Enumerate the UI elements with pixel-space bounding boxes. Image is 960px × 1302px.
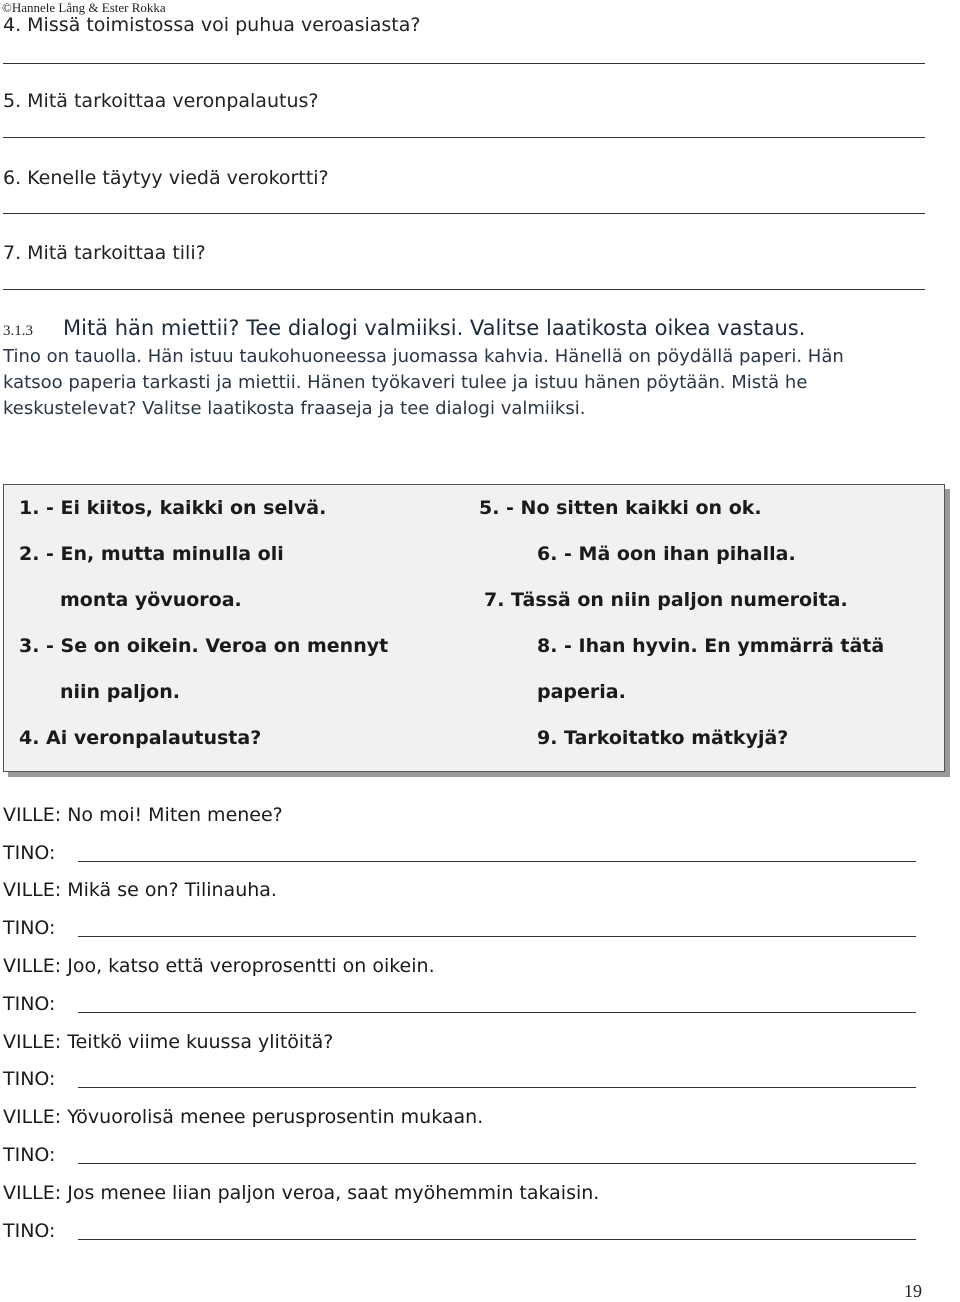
answer-line (3, 137, 925, 138)
option-2-cont: monta yövuoroa. (60, 589, 242, 611)
question-7: 7. Mitä tarkoittaa tili? (3, 242, 206, 264)
question-5: 5. Mitä tarkoittaa veronpalautus? (3, 90, 319, 112)
section-title: Mitä hän miettii? Tee dialogi valmiiksi. Valitse laatikosta oikea vastaus. (63, 316, 806, 340)
answer-line (3, 213, 925, 214)
option-1: 1. - Ei kiitos, kaikki on selvä. (19, 497, 327, 519)
option-8: 8. - Ihan hyvin. En ymmärrä tätä (537, 635, 885, 657)
dialogue-tino-label: TINO: (3, 1220, 56, 1242)
option-7: 7. Tässä on niin paljon numeroita. (484, 589, 848, 611)
intro-paragraph (3, 344, 933, 422)
option-3-cont: niin paljon. (60, 681, 180, 703)
dialogue-tino-label: TINO: (3, 1144, 56, 1166)
copyright-notice: ©Hannele Lång & Ester Rokka (2, 0, 166, 15)
dialogue-ville: VILLE: Joo, katso että veroprosentti on oikein. (3, 955, 435, 977)
dialogue-ville: VILLE: Mikä se on? Tilinauha. (3, 879, 277, 901)
dialogue-ville: VILLE: Teitkö viime kuussa ylitöitä? (3, 1031, 334, 1053)
dialogue-ville: VILLE: Jos menee liian paljon veroa, saat myöhemmin takaisin. (3, 1182, 600, 1204)
option-9: 9. Tarkoitatko mätkyjä? (537, 727, 789, 749)
tino-answer-line (78, 936, 916, 937)
option-5: 5. - No sitten kaikki on ok. (479, 497, 762, 519)
section-heading (3, 316, 805, 340)
intro-line: keskustelevat? Valitse laatikosta fraaseja ja tee dialogi valmiiksi. (3, 398, 586, 419)
question-4: 4. Missä toimistossa voi puhua veroasiasta? (3, 14, 421, 36)
tino-answer-line (78, 1087, 916, 1088)
dialogue-ville: VILLE: No moi! Miten menee? (3, 804, 283, 826)
dialogue-tino-label: TINO: (3, 1068, 56, 1090)
dialogue-tino-label: TINO: (3, 842, 56, 864)
answer-line (3, 289, 925, 290)
option-6: 6. - Mä oon ihan pihalla. (537, 543, 796, 565)
answer-line (3, 63, 925, 64)
dialogue-ville: VILLE: Yövuorolisä menee perusprosentin mukaan. (3, 1106, 484, 1128)
dialogue-tino-label: TINO: (3, 993, 56, 1015)
phrase-box (3, 484, 945, 772)
option-8-cont: paperia. (537, 681, 626, 703)
option-4: 4. Ai veronpalautusta? (19, 727, 262, 749)
option-2: 2. - En, mutta minulla oli (19, 543, 284, 565)
tino-answer-line (78, 861, 916, 862)
tino-answer-line (78, 1239, 916, 1240)
question-6: 6. Kenelle täytyy viedä verokortti? (3, 167, 329, 189)
section-number: 3.1.3 (3, 323, 33, 339)
page-number: 19 (904, 1281, 922, 1301)
option-3: 3. - Se on oikein. Veroa on mennyt (19, 635, 389, 657)
intro-line: katsoo paperia tarkasti ja miettii. Hänen työkaveri tulee ja istuu hänen pöytään. Mistä he (3, 372, 808, 393)
tino-answer-line (78, 1012, 916, 1013)
tino-answer-line (78, 1163, 916, 1164)
intro-line: Tino on tauolla. Hän istuu taukohuoneessa juomassa kahvia. Hänellä on pöydällä paperi. Hän (3, 346, 844, 367)
dialogue-tino-label: TINO: (3, 917, 56, 939)
